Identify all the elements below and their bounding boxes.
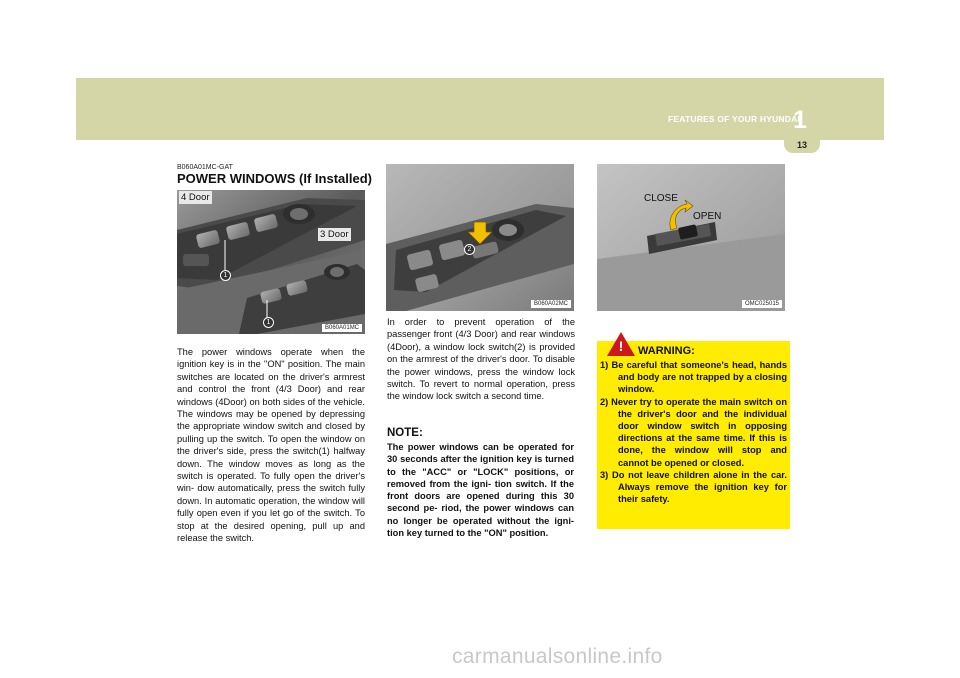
chapter-number: 1 — [793, 106, 807, 134]
label-open: OPEN — [693, 211, 722, 222]
figure-caption-1: B060A01MC — [322, 324, 362, 332]
callout-1-3door: 1 — [263, 317, 274, 328]
body-paragraph-1: The power windows operate when the ignition key is in the "ON" position. The main switches are located on the driver's armrest and control the front (4/3 Door) and rear windows (4Door) on both sides of the vehicle. The windows may be opened by depressing the appropriate window switch and closed by pulling up the switch. To open the window on the driver's side, press the switch(1) halfway down. The window moves as long as the switch is operated. To fully open the driver's win- dow automatically, press the switch fully down. In automatic operation, the window will fully open even if you let go of the switch. To stop at the desired opening, pull up and release the switch. — [177, 347, 365, 544]
window-switch-illustration — [597, 164, 785, 311]
figure-window-lock-switch — [386, 164, 574, 311]
warning-item: 2) Never try to operate the main switch on the driver's door and the individual door window switch in opposing directions at the same time. If this is done, the window will stop and cannot be opened or closed. — [600, 396, 787, 468]
section-title: POWER WINDOWS (If Installed) — [177, 171, 372, 186]
window-lock-illustration — [386, 164, 574, 311]
section-code: B060A01MC-GAT — [177, 164, 233, 171]
warning-title: WARNING: — [638, 345, 695, 357]
callout-2: 2 — [464, 244, 475, 255]
label-3-door: 3 Door — [320, 229, 349, 240]
warning-box — [597, 341, 790, 529]
armrest-switches-illustration — [177, 190, 365, 334]
page-number: 13 — [796, 140, 807, 150]
note-title: NOTE: — [387, 427, 423, 439]
figure-caption-3: OMC025015 — [742, 300, 782, 308]
warning-item: 3) Do not leave children alone in the car. Always remove the ignition key for their safety. — [600, 469, 787, 505]
warning-item: 1) Be careful that someone's head, hands and body are not trapped by a closing window. — [600, 360, 787, 395]
figure-window-switch-close-open — [597, 164, 785, 311]
warning-exclamation: ! — [618, 338, 624, 354]
label-close: CLOSE — [644, 193, 678, 204]
figure-window-switches — [177, 190, 365, 334]
warning-list — [600, 359, 787, 505]
chapter-title: FEATURES OF YOUR HYUNDAI — [668, 114, 800, 124]
callout-1-4door: 1 — [220, 270, 231, 281]
header-band — [76, 78, 884, 140]
site-watermark: carmanualsonline.info — [452, 645, 663, 668]
label-4-door: 4 Door — [181, 192, 210, 203]
body-paragraph-2: In order to prevent operation of the passenger front (4/3 Door) and rear windows (4Door), a window lock switch(2) is provided on the armrest of the driver's door. To disable the power windows, press the window lock switch. To revert to normal operation, press the window lock switch a second time. — [387, 317, 575, 402]
note-text: The power windows can be operated for 30 seconds after the ignition key is turned to the "ACC" or "LOCK" positions, or removed from the igni- tion switch. If the front doors are opened during this 30 second pe- riod, the power windows can no longer be operated without the igni- tion key turned to the "ON" position. — [387, 442, 574, 539]
figure-caption-2: B060A02MC — [531, 300, 571, 308]
